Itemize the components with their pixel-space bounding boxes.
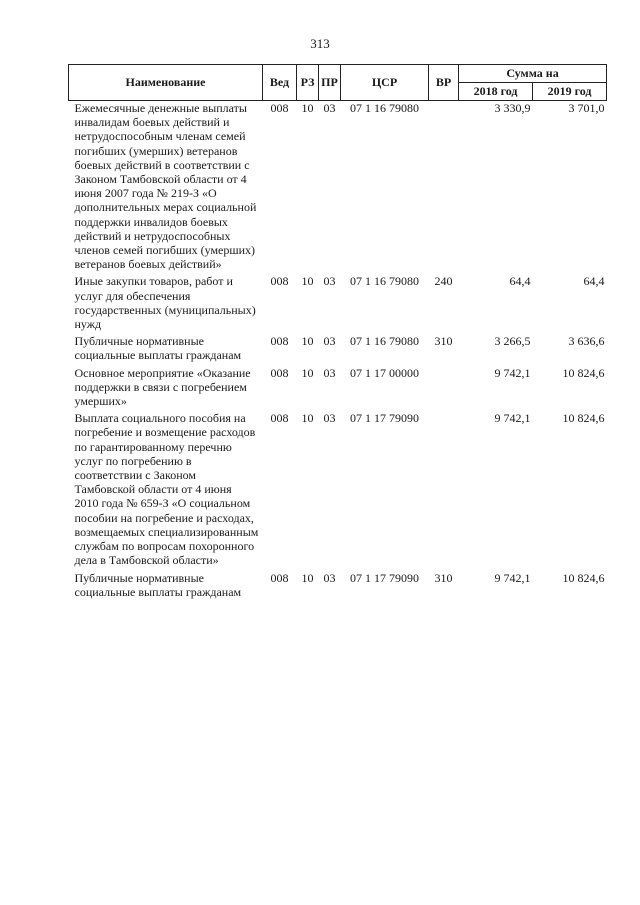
row-ved: 008 (270, 411, 289, 426)
row-vr: 310 (434, 334, 453, 349)
row-csr: 07 1 17 00000 (350, 365, 419, 380)
header-year-2019: 2019 год (533, 83, 607, 101)
row-rz: 10 (301, 570, 314, 585)
row-sum-2019: 10 824,6 (562, 411, 605, 426)
header-year-2018: 2018 год (459, 83, 533, 101)
budget-table (68, 64, 607, 602)
table-row (69, 334, 607, 365)
row-vr (429, 411, 459, 570)
row-ved: 008 (270, 365, 289, 380)
row-rz: 10 (301, 274, 314, 289)
row-vr (429, 366, 459, 412)
header-name: Наименование (69, 65, 263, 101)
row-name: Выплата социального пособия на погребение и возмещение расходов по гарантированному перечню услуг по погребению в соответствии с Законом Тамбовской области от 4 июня 2010 года № 659-З «О социальном пособии на погребение и расходах, возмещаемых специализированным службам по вопросам похоронного дела в Тамбовской области» (74, 411, 259, 568)
header-sum-group: Сумма на (459, 65, 607, 83)
row-pr: 03 (323, 334, 336, 349)
row-sum-2018: 9 742,1 (494, 570, 531, 585)
row-sum-2018: 3 266,5 (494, 334, 531, 349)
row-ved: 008 (270, 101, 289, 115)
row-pr: 03 (323, 101, 336, 115)
row-sum-2019: 10 824,6 (562, 365, 605, 380)
header-ved: Вед (263, 65, 297, 101)
row-name: Публичные нормативные социальные выплаты гражданам (74, 334, 242, 363)
row-csr: 07 1 16 79080 (350, 101, 419, 115)
table-row (69, 274, 607, 334)
row-csr: 07 1 16 79080 (350, 334, 419, 349)
row-vr: 240 (434, 274, 453, 289)
header-csr: ЦСР (341, 65, 429, 101)
row-csr: 07 1 17 79090 (350, 570, 419, 585)
row-ved: 008 (270, 274, 289, 289)
row-pr: 03 (323, 274, 336, 289)
row-sum-2018: 9 742,1 (494, 365, 531, 380)
row-sum-2019: 3 701,0 (568, 101, 605, 115)
table-row (69, 571, 607, 602)
page-number: 313 (310, 36, 330, 51)
table-row (69, 366, 607, 412)
row-pr: 03 (323, 411, 336, 426)
table-row (69, 101, 607, 275)
row-vr (429, 101, 459, 275)
row-sum-2019: 3 636,6 (568, 334, 605, 349)
row-rz: 10 (301, 334, 314, 349)
row-sum-2018: 3 330,9 (494, 101, 531, 115)
row-vr: 310 (434, 570, 453, 585)
row-sum-2018: 9 742,1 (494, 411, 531, 426)
row-rz: 10 (301, 365, 314, 380)
row-name: Публичные нормативные социальные выплаты гражданам (74, 570, 242, 599)
header-pr: ПР (319, 65, 341, 101)
row-sum-2019: 64,4 (583, 274, 605, 289)
header-vr: ВР (429, 65, 459, 101)
row-pr: 03 (323, 570, 336, 585)
header-rz: РЗ (297, 65, 319, 101)
row-name: Иные закупки товаров, работ и услуг для обеспечения государственных (муниципальных) нужд (74, 274, 256, 332)
row-name: Ежемесячные денежные выплаты инвалидам боевых действий и нетрудоспособным членам семей погибших (умерших) ветеранов боевых действий в соответствии с Законом Тамбовской области от 4 июня 2007 года № 219-З «О дополнительных мерах социальной поддержки инвалидов боевых действий и нетрудоспособных членов семей погибших (умерших) ветеранов боевых действий» (74, 101, 257, 272)
row-ved: 008 (270, 334, 289, 349)
table-row (69, 411, 607, 570)
row-rz: 10 (301, 101, 314, 115)
row-pr: 03 (323, 365, 336, 380)
row-rz: 10 (301, 411, 314, 426)
row-name: Основное мероприятие «Оказание поддержки в связи с погребением умерших» (74, 365, 251, 409)
row-sum-2018: 64,4 (509, 274, 531, 289)
row-csr: 07 1 16 79080 (350, 274, 419, 289)
row-sum-2019: 10 824,6 (562, 570, 605, 585)
row-ved: 008 (270, 570, 289, 585)
row-csr: 07 1 17 79090 (350, 411, 419, 426)
